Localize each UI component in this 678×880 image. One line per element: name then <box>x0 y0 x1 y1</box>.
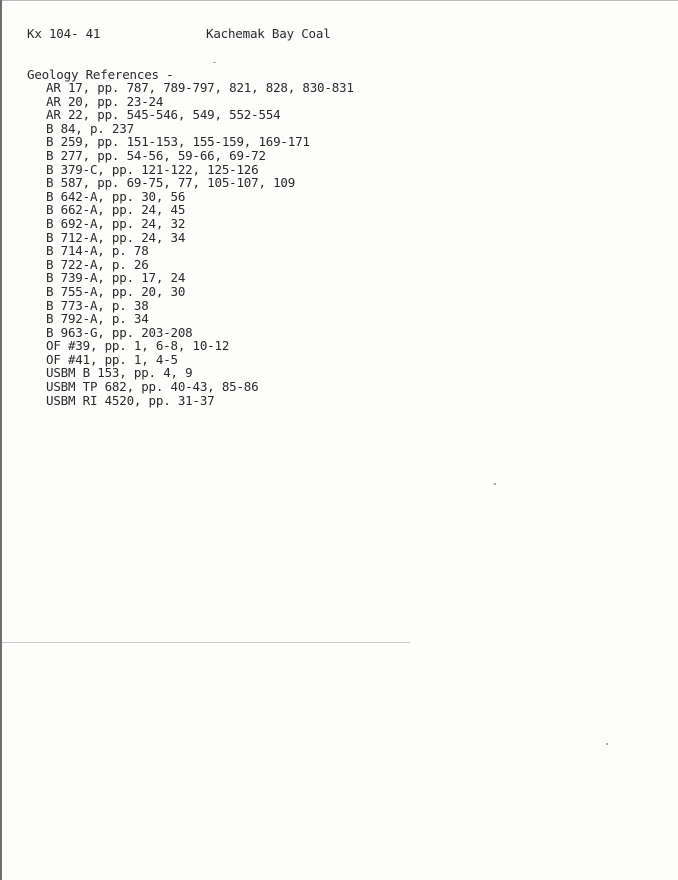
reference-item: B 712-A, pp. 24, 34 <box>46 229 186 245</box>
reference-item: USBM B 153, pp. 4, 9 <box>46 365 193 381</box>
reference-item: B 259, pp. 151-153, 155-159, 169-171 <box>46 134 310 150</box>
card-header <box>27 26 667 46</box>
scan-speck <box>494 483 496 485</box>
reference-item: B 773-A, p. 38 <box>46 297 149 313</box>
reference-item: USBM TP 682, pp. 40-43, 85-86 <box>46 379 259 395</box>
reference-item: B 714-A, p. 78 <box>46 243 149 259</box>
reference-item: B 963-G, pp. 203-208 <box>46 324 193 340</box>
reference-item: B 662-A, pp. 24, 45 <box>46 202 186 218</box>
reference-item: AR 17, pp. 787, 789-797, 821, 828, 830-831 <box>46 80 354 95</box>
reference-item: B 84, p. 237 <box>46 120 134 136</box>
reference-item: B 722-A, p. 26 <box>46 256 149 272</box>
reference-item: USBM RI 4520, pp. 31-37 <box>46 392 215 408</box>
scan-speck <box>606 743 608 745</box>
page-top-edge <box>0 0 678 1</box>
reference-item: B 277, pp. 54-56, 59-66, 69-72 <box>46 147 266 163</box>
reference-item: B 739-A, pp. 17, 24 <box>46 270 186 286</box>
reference-item: B 755-A, pp. 20, 30 <box>46 283 186 299</box>
reference-item: B 792-A, p. 34 <box>46 311 149 327</box>
page-left-edge <box>0 0 2 880</box>
reference-list <box>46 81 354 407</box>
scan-speck <box>213 62 216 63</box>
reference-item: OF #41, pp. 1, 4-5 <box>46 351 178 367</box>
reference-item: AR 20, pp. 23-24 <box>46 93 164 109</box>
reference-item: B 642-A, pp. 30, 56 <box>46 188 186 204</box>
card-title: Kachemak Bay Coal <box>206 26 331 41</box>
scan-fold-line <box>2 642 410 643</box>
section-heading: Geology References - <box>27 67 174 82</box>
card-id: Kx 104- 41 <box>27 26 101 41</box>
reference-item: B 587, pp. 69-75, 77, 105-107, 109 <box>46 175 296 191</box>
reference-item: AR 22, pp. 545-546, 549, 552-554 <box>46 107 281 123</box>
reference-item: OF #39, pp. 1, 6-8, 10-12 <box>46 338 230 354</box>
reference-item: B 379-C, pp. 121-122, 125-126 <box>46 161 259 177</box>
reference-item: B 692-A, pp. 24, 32 <box>46 215 186 231</box>
